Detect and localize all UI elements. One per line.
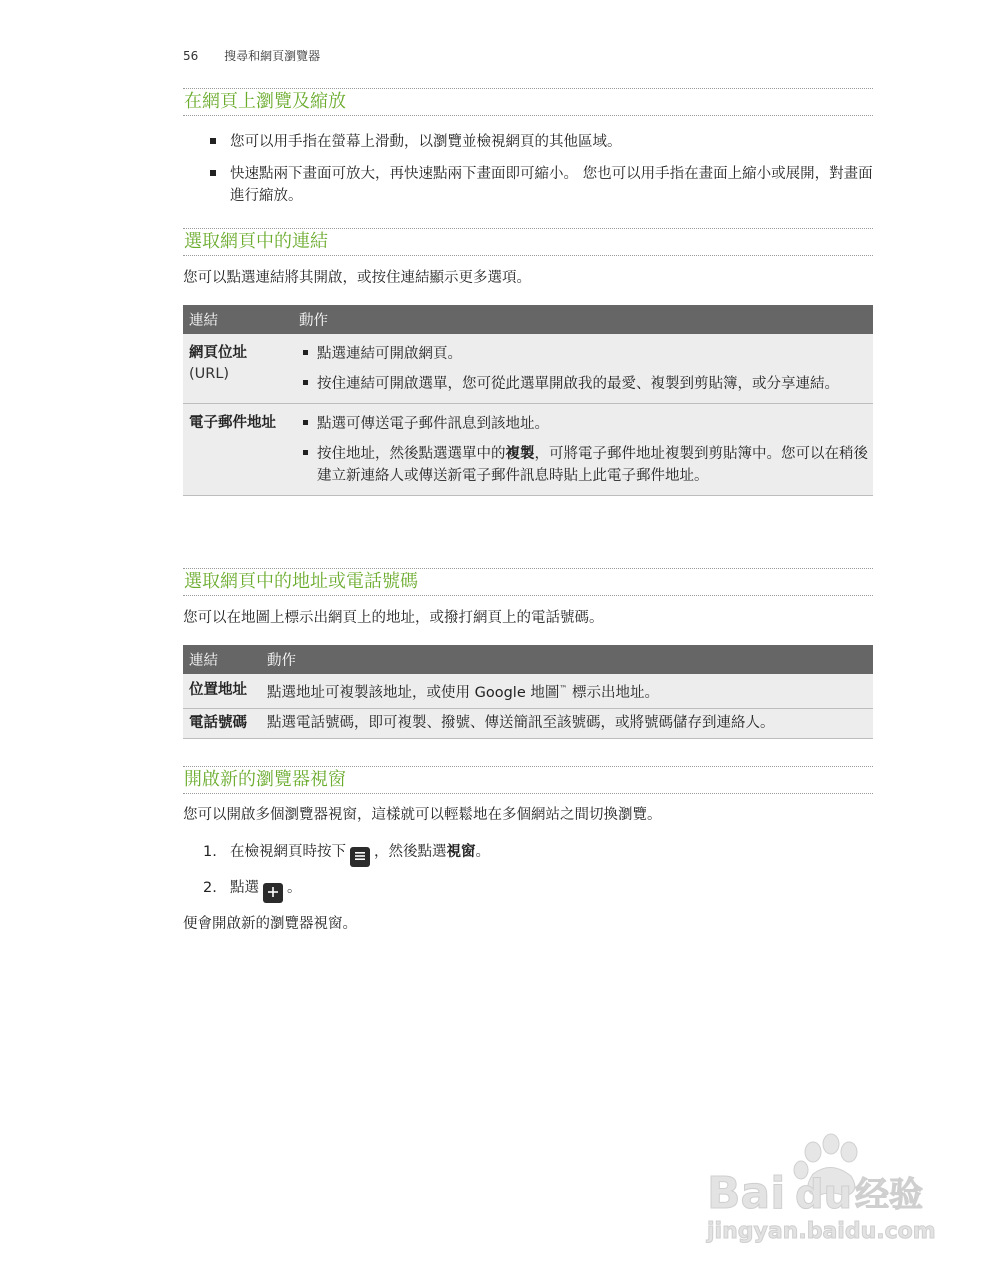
section-links: [183, 228, 873, 496]
bullet-list: [183, 131, 873, 207]
section-window: [183, 766, 873, 935]
plus-icon: [263, 883, 283, 903]
row-name: 電子郵件地址: [189, 415, 276, 431]
menu-icon: [350, 847, 370, 867]
baidu-watermark: [705, 1130, 945, 1250]
trademark: ™: [559, 684, 568, 693]
table-row: [183, 674, 873, 708]
table-header: 連結: [183, 305, 299, 334]
table-row: [183, 334, 873, 404]
text: 標示出地址。: [567, 684, 659, 701]
links-table: [183, 305, 873, 496]
text: 在檢視網頁時按下: [230, 844, 346, 860]
watermark-cn: 经验: [855, 1175, 923, 1215]
text: ，然後點選: [374, 844, 447, 860]
bold-term: 視窗: [446, 844, 476, 860]
row-name: 網頁位址: [189, 345, 247, 361]
row-sub: (URL): [189, 366, 230, 382]
text: 點選: [230, 880, 259, 896]
table-header: 動作: [267, 645, 873, 674]
table-cell: [183, 404, 299, 496]
bold-term: 複製: [505, 446, 535, 462]
table-cell: 位置地址: [183, 674, 267, 708]
text: 。: [287, 880, 302, 896]
text: ，可將電子郵件地址複製到剪貼簿中。您可以在稍後建立新連絡人或傳送新電子郵件訊息時貼上此電子郵件地址。: [317, 446, 868, 484]
page-header: [183, 47, 320, 64]
watermark-brand: Bai: [707, 1168, 786, 1219]
section-intro: 您可以點選連結將其開啟，或按住連結顯示更多選項。: [183, 270, 531, 286]
table-header: 動作: [299, 305, 873, 334]
table-cell: [299, 404, 873, 496]
section-outro: 便會開啟新的瀏覽器視窗。: [183, 916, 357, 932]
section-title: 選取網頁中的連結: [183, 228, 873, 256]
table-row: [183, 404, 873, 496]
list-item: 按住連結可開啟選單，您可從此選單開啟我的最愛、複製到剪貼簿，或分享連結。: [299, 373, 873, 395]
table-header: 連結: [183, 645, 267, 674]
text: 點選地址可複製該地址，或使用 Google 地圖: [267, 684, 560, 701]
address-table: [183, 645, 873, 739]
list-item: [183, 841, 873, 867]
cell-bullet-list: [299, 343, 873, 395]
table-cell: 電話號碼: [183, 708, 267, 738]
section-title: 選取網頁中的地址或電話號碼: [183, 568, 873, 596]
text: 。: [475, 844, 490, 860]
table-cell: [267, 674, 873, 708]
list-item: 點選連結可開啟網頁。: [299, 343, 873, 365]
section-title: 開啟新的瀏覽器視窗: [183, 766, 873, 794]
section-address: [183, 568, 873, 739]
list-item: [299, 443, 873, 487]
text: 按住地址，然後點選選單中的: [317, 446, 506, 462]
watermark-brand2: du: [795, 1172, 853, 1218]
page-number: 56: [183, 49, 199, 63]
list-item: 您可以用手指在螢幕上滑動，以瀏覽並檢視網頁的其他區域。: [183, 131, 873, 153]
steps-list: [183, 841, 873, 903]
section-intro: 您可以在地圖上標示出網頁上的地址，或撥打網頁上的電話號碼。: [183, 610, 604, 626]
list-item: 快速點兩下畫面可放大，再快速點兩下畫面即可縮小。 您也可以用手指在畫面上縮小或展開，對畫面進行縮放。: [183, 163, 873, 207]
list-item: [183, 877, 873, 903]
watermark-url: jingyan.baidu.com: [707, 1219, 936, 1244]
cell-bullet-list: [299, 413, 873, 487]
step-number: 2.: [203, 880, 217, 896]
chapter-title: 搜尋和網頁瀏覽器: [224, 49, 321, 63]
table-cell: 點選電話號碼，即可複製、撥號、傳送簡訊至該號碼，或將號碼儲存到連絡人。: [267, 708, 873, 738]
section-zoom: [183, 88, 873, 217]
step-number: 1.: [203, 844, 217, 860]
section-title: 在網頁上瀏覽及縮放: [183, 88, 873, 116]
list-item: 點選可傳送電子郵件訊息到該地址。: [299, 413, 873, 435]
table-cell: [183, 334, 299, 404]
table-row: [183, 708, 873, 738]
section-intro: 您可以開啟多個瀏覽器視窗，這樣就可以輕鬆地在多個網站之間切換瀏覽。: [183, 807, 662, 823]
table-cell: [299, 334, 873, 404]
